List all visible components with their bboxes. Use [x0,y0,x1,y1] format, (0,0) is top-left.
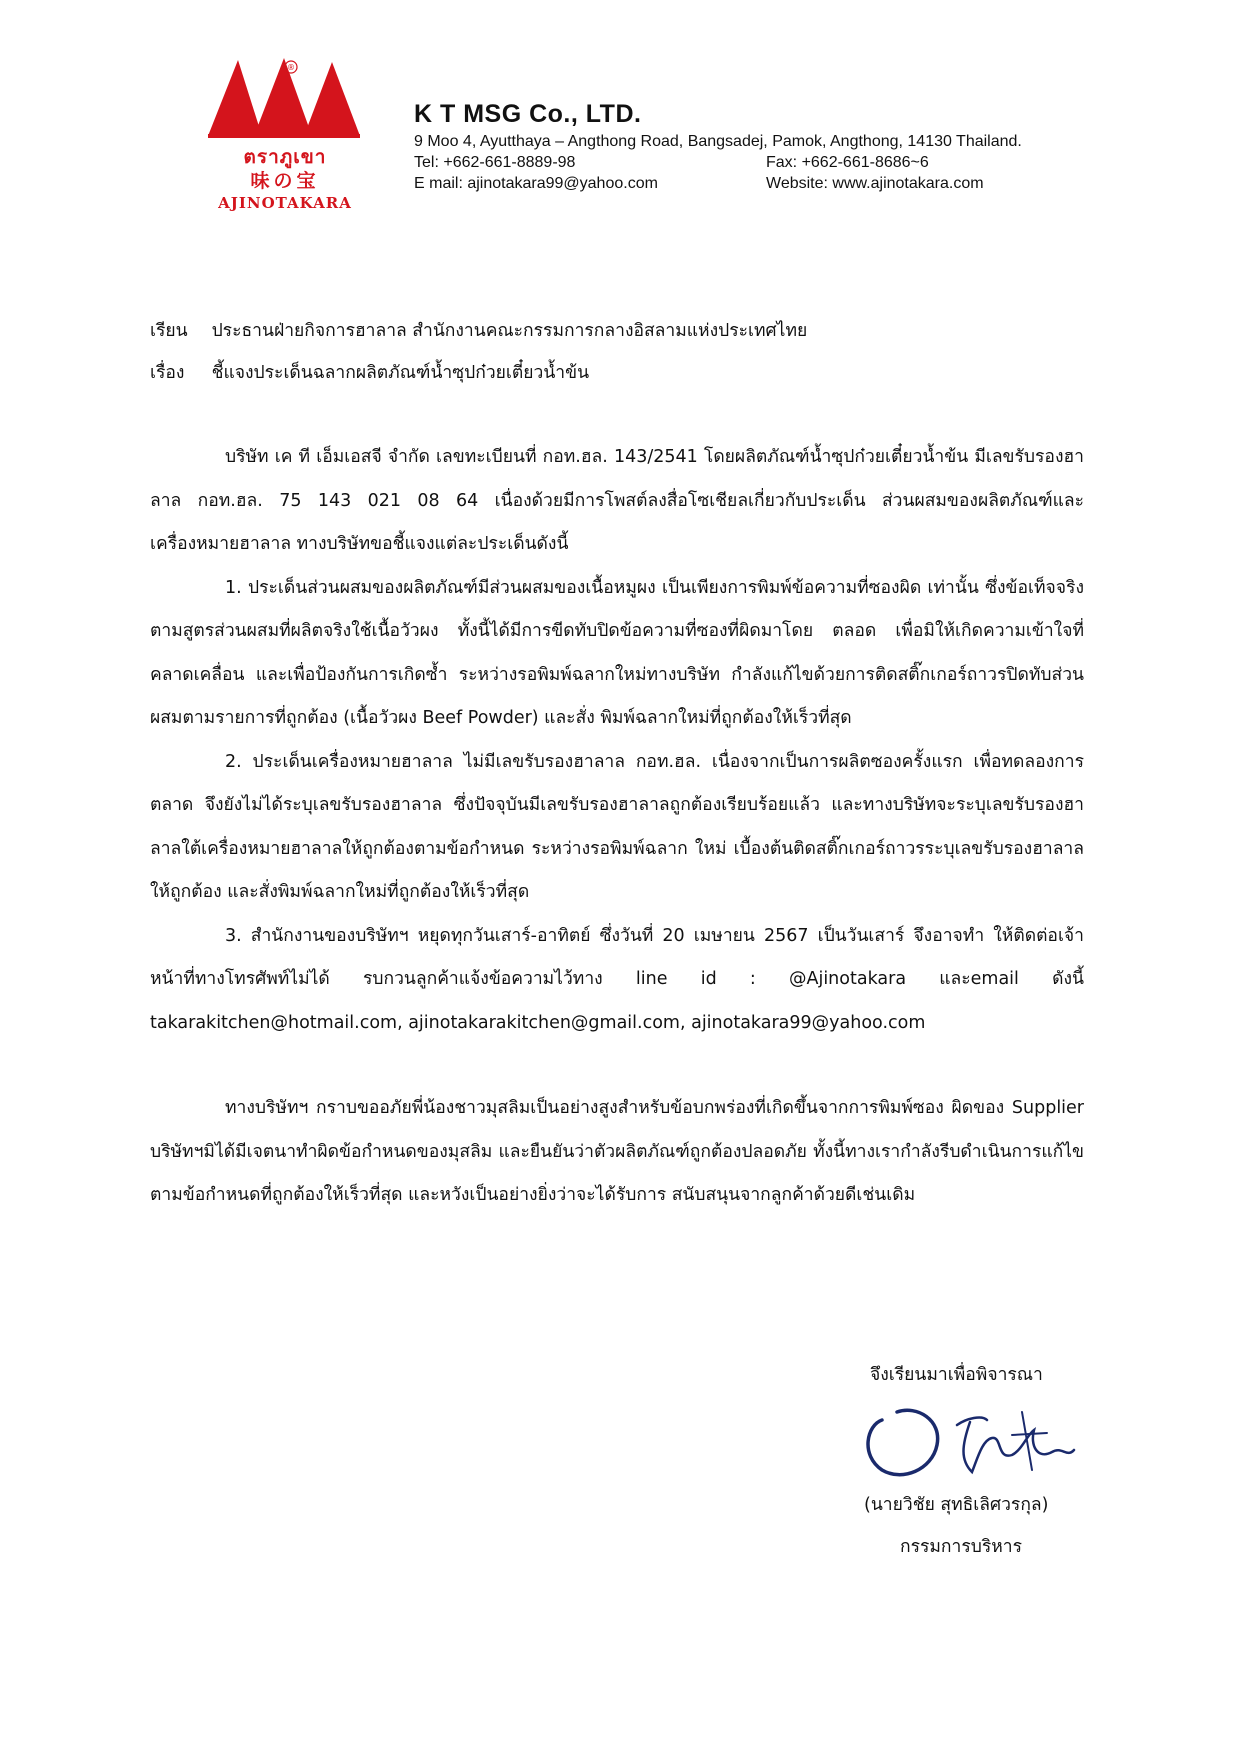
company-name: K T MSG Co., LTD. [414,100,642,128]
contact-line-phone [414,152,1174,173]
company-tel: Tel: +662-661-8889-98 [414,154,576,171]
registered-mark: ® [287,63,295,72]
company-email: E mail: ajinotakara99@yahoo.com [414,175,658,192]
logo-brand-text: AJINOTAKARA [218,194,352,212]
signature-icon [862,1400,1092,1490]
company-website: Website: www.ajinotakara.com [766,175,984,192]
subject-line [150,352,1084,394]
company-fax: Fax: +662-661-8686~6 [766,154,929,171]
point-2-paragraph: 2. ประเด็นเครื่องหมายฮาลาล ไม่มีเลขรับรองฮาลาล กอท.ฮล. เนื่องจากเป็นการผลิตซองครั้งแรก เพื่อทดลองการตลาด จึงยังไม่ได้ระบุเลขรับรองฮาลาล ซึ่งปัจจุบันมีเลขรับรองฮาลาลถูกต้องเรียบร้อยแล้ว และทางบริษัทจะระบุเลขรับรองฮาลาลใต้เครื่องหมายฮาลาลให้ถูกต้องตามข้อกำหนด ระหว่างรอพิมพ์ฉลาก ใหม่ เบื้องต้นติดสติ๊กเกอร์ถาวรระบุเลขรับรองฮาลาลให้ถูกต้อง และสั่งพิมพ์ฉลากใหม่ที่ถูกต้องให้เร็วที่สุด [150,751,1084,902]
company-logo [200,58,370,218]
intro-paragraph: บริษัท เค ที เอ็มเอสจี จำกัด เลขทะเบียนที่ กอท.ฮล. 143/2541 โดยผลิตภัณฑ์น้ำซุปก๋วยเตี๋ยวน้ำข้น มีเลขรับรองฮาลาล กอท.ฮล. 75 143 021 08 64 เนื่องด้วยมีการโพสต์ลงสื่อโซเชียลเกี่ยวกับประเด็น ส่วนผสมของผลิตภัณฑ์และเครื่องหมายฮาลาล ทางบริษัทขอชี้แจงแต่ละประเด็นดังนี้ [150,447,1084,554]
apology-paragraph: ทางบริษัทฯ กราบขออภัยพี่น้องชาวมุสลิมเป็นอย่างสูงสำหรับข้อบกพร่องที่เกิดขึ้นจากการพิมพ์ซอง ผิดของ Supplier บริษัทฯมิได้มีเจตนาทำผิดข้อกำหนดของมุสลิม และยืนยันว่าตัวผลิตภัณฑ์ถูกต้องปลอดภัย ทั้งนี้ทางเรากำลังรีบดำเนินการแก้ไขตามข้อกำหนดที่ถูกต้องให้เร็วที่สุด และหวังเป็นอย่างยิ่งว่าจะได้รับการ สนับสนุนจากลูกค้าด้วยดีเช่นเดิม [150,1098,1084,1205]
recipient-label: เรียน [150,321,188,341]
point-1-paragraph: 1. ประเด็นส่วนผสมของผลิตภัณฑ์มีส่วนผสมของเนื้อหมูผง เป็นเพียงการพิมพ์ข้อความที่ซองผิด เท่านั้น ซึ่งข้อเท็จจริงตามสูตรส่วนผสมที่ผลิตจริงใช้เนื้อวัวผง ทั้งนี้ได้มีการขีดทับปิดข้อความที่ซองที่ผิดมาโดย ตลอด เพื่อมิให้เกิดความเข้าใจที่คลาดเคลื่อน และเพื่อป้องกันการเกิดซ้ำ ระหว่างรอพิมพ์ฉลากใหม่ทางบริษัท กำลังแก้ไขด้วยการติดสติ๊กเกอร์ถาวรปิดทับส่วนผสมตามรายการที่ถูกต้อง (เนื้อวัวผง Beef Powder) และสั่ง พิมพ์ฉลากใหม่ที่ถูกต้องให้เร็วที่สุด [150,577,1084,728]
signer-name: (นายวิชัย สุทธิเลิศวรกุล) [864,1495,1049,1515]
subject-label: เรื่อง [150,363,185,383]
logo-japanese-text: 味の宝 [250,170,320,192]
letter-body [150,310,1084,1218]
signer-title: กรรมการบริหาร [900,1537,1023,1557]
closing-text: จึงเรียนมาเพื่อพิจารณา [870,1365,1043,1385]
company-address: 9 Moo 4, Ayutthaya – Angthong Road, Bangsadej, Pamok, Angthong, 14130 Thailand. [414,133,1022,150]
mountain-logo-icon [200,58,370,148]
point-3-paragraph: 3. สำนักงานของบริษัทฯ หยุดทุกวันเสาร์-อาทิตย์ ซึ่งวันที่ 20 เมษายน 2567 เป็นวันเสาร์ จึงอาจทำ ให้ติดต่อเจ้าหน้าที่ทางโทรศัพท์ไม่ได้ รบกวนลูกค้าแจ้งข้อความไว้ทาง line id : @Ajinotakara และemail ดังนี้ takarakitchen@hotmail.com, ajinotakarakitchen@gmail.com, ajinotakara99@yahoo.com [150,925,1084,1033]
logo-thai-text: ตราภูเขา [243,146,327,168]
subject-value: ชี้แจงประเด็นฉลากผลิตภัณฑ์น้ำซุปก๋วยเตี๋ยวน้ำข้น [211,363,590,383]
company-header [414,100,1174,194]
contact-line-web [414,173,1174,194]
recipient-value: ประธานฝ่ายกิจการฮาลาล สำนักงานคณะกรรมการกลางอิสลามแห่งประเทศไทย [211,321,808,341]
recipient-line [150,310,1084,352]
